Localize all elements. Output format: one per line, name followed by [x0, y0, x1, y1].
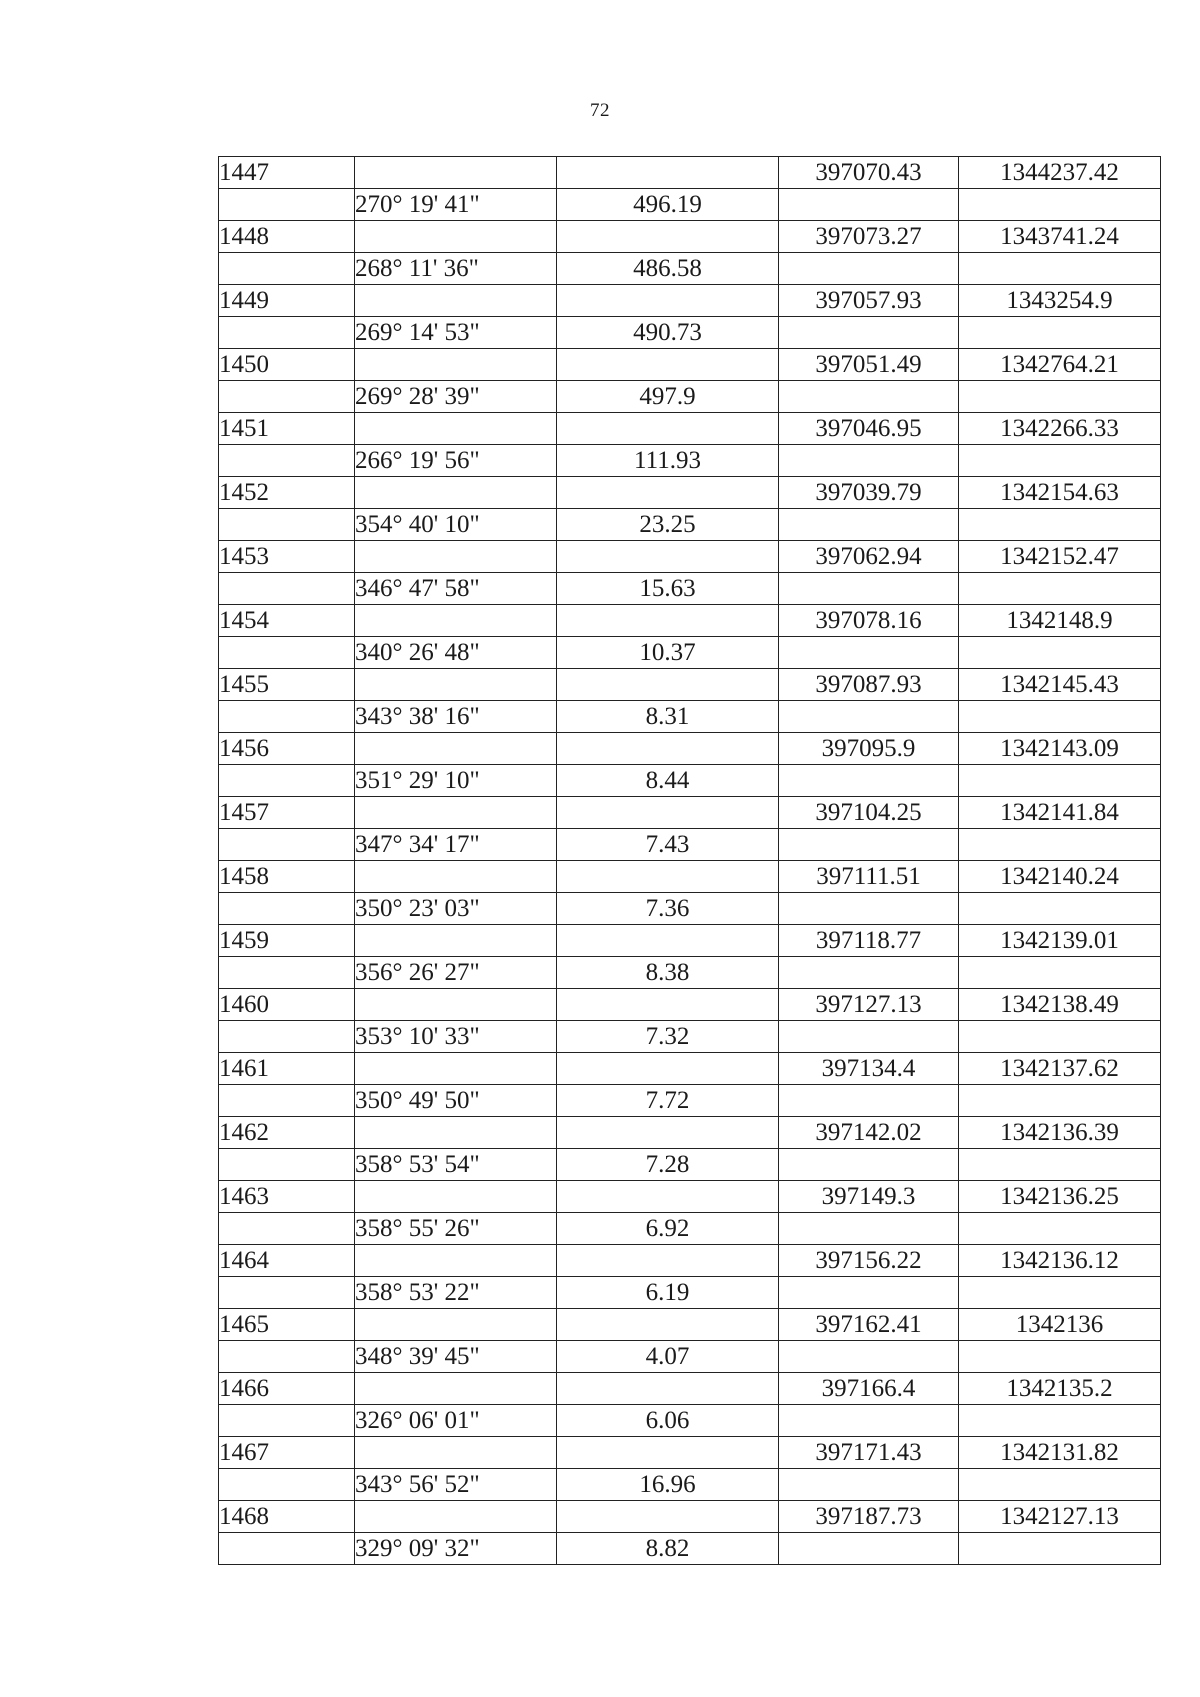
point-id-cell: 1467 — [219, 1437, 355, 1469]
point-id-cell — [219, 893, 355, 925]
northing-cell — [959, 957, 1161, 989]
northing-cell: 1342136 — [959, 1309, 1161, 1341]
point-id-cell — [219, 189, 355, 221]
point-id-cell — [219, 957, 355, 989]
bearing-cell: 353° 10' 33" — [355, 1021, 557, 1053]
easting-cell: 397162.41 — [779, 1309, 959, 1341]
bearing-cell: 358° 55' 26" — [355, 1213, 557, 1245]
easting-cell — [779, 893, 959, 925]
distance-cell — [557, 285, 779, 317]
northing-cell — [959, 1277, 1161, 1309]
point-id-cell — [219, 573, 355, 605]
point-id-cell: 1450 — [219, 349, 355, 381]
bearing-cell: 269° 28' 39" — [355, 381, 557, 413]
point-id-cell — [219, 701, 355, 733]
easting-cell: 397149.3 — [779, 1181, 959, 1213]
table-row-point — [219, 157, 1161, 189]
easting-cell: 397118.77 — [779, 925, 959, 957]
northing-cell — [959, 509, 1161, 541]
northing-cell — [959, 1341, 1161, 1373]
easting-cell — [779, 1277, 959, 1309]
bearing-cell — [355, 541, 557, 573]
bearing-cell: 358° 53' 22" — [355, 1277, 557, 1309]
northing-cell — [959, 317, 1161, 349]
distance-cell: 8.82 — [557, 1533, 779, 1565]
bearing-cell — [355, 1053, 557, 1085]
easting-cell — [779, 1469, 959, 1501]
point-id-cell: 1461 — [219, 1053, 355, 1085]
table-row-point — [219, 1117, 1161, 1149]
distance-cell: 496.19 — [557, 189, 779, 221]
northing-cell: 1342127.13 — [959, 1501, 1161, 1533]
distance-cell: 7.32 — [557, 1021, 779, 1053]
northing-cell — [959, 1405, 1161, 1437]
bearing-cell — [355, 925, 557, 957]
easting-cell: 397111.51 — [779, 861, 959, 893]
easting-cell — [779, 1405, 959, 1437]
bearing-cell: 268° 11' 36" — [355, 253, 557, 285]
table-row-point — [219, 605, 1161, 637]
easting-cell: 397051.49 — [779, 349, 959, 381]
distance-cell — [557, 1117, 779, 1149]
bearing-cell: 350° 49' 50" — [355, 1085, 557, 1117]
distance-cell — [557, 669, 779, 701]
easting-cell: 397046.95 — [779, 413, 959, 445]
easting-cell — [779, 317, 959, 349]
northing-cell — [959, 381, 1161, 413]
northing-cell — [959, 893, 1161, 925]
northing-cell — [959, 1021, 1161, 1053]
point-id-cell: 1447 — [219, 157, 355, 189]
table-row-point — [219, 477, 1161, 509]
northing-cell — [959, 1149, 1161, 1181]
bearing-cell — [355, 1437, 557, 1469]
northing-cell — [959, 189, 1161, 221]
distance-cell — [557, 1245, 779, 1277]
bearing-cell — [355, 413, 557, 445]
distance-cell — [557, 1053, 779, 1085]
bearing-cell — [355, 1309, 557, 1341]
point-id-cell: 1457 — [219, 797, 355, 829]
table-row-leg — [219, 1405, 1161, 1437]
northing-cell — [959, 829, 1161, 861]
distance-cell: 15.63 — [557, 573, 779, 605]
distance-cell: 8.38 — [557, 957, 779, 989]
point-id-cell — [219, 1277, 355, 1309]
northing-cell: 1342152.47 — [959, 541, 1161, 573]
northing-cell: 1342135.2 — [959, 1373, 1161, 1405]
bearing-cell: 269° 14' 53" — [355, 317, 557, 349]
bearing-cell: 358° 53' 54" — [355, 1149, 557, 1181]
table-row-point — [219, 221, 1161, 253]
bearing-cell — [355, 477, 557, 509]
easting-cell — [779, 1533, 959, 1565]
point-id-cell — [219, 1469, 355, 1501]
distance-cell: 497.9 — [557, 381, 779, 413]
distance-cell — [557, 925, 779, 957]
easting-cell: 397171.43 — [779, 1437, 959, 1469]
easting-cell — [779, 1213, 959, 1245]
northing-cell — [959, 701, 1161, 733]
point-id-cell: 1453 — [219, 541, 355, 573]
distance-cell: 7.28 — [557, 1149, 779, 1181]
northing-cell: 1342136.39 — [959, 1117, 1161, 1149]
easting-cell: 397142.02 — [779, 1117, 959, 1149]
northing-cell — [959, 637, 1161, 669]
easting-cell: 397156.22 — [779, 1245, 959, 1277]
bearing-cell — [355, 1373, 557, 1405]
distance-cell — [557, 413, 779, 445]
northing-cell: 1342148.9 — [959, 605, 1161, 637]
table-row-point — [219, 1373, 1161, 1405]
distance-cell — [557, 1501, 779, 1533]
distance-cell — [557, 349, 779, 381]
distance-cell: 7.43 — [557, 829, 779, 861]
bearing-cell — [355, 1181, 557, 1213]
table-row-point — [219, 1181, 1161, 1213]
northing-cell: 1343254.9 — [959, 285, 1161, 317]
bearing-cell: 266° 19' 56" — [355, 445, 557, 477]
point-id-cell — [219, 1405, 355, 1437]
table-row-point — [219, 669, 1161, 701]
distance-cell: 490.73 — [557, 317, 779, 349]
point-id-cell: 1465 — [219, 1309, 355, 1341]
easting-cell — [779, 189, 959, 221]
point-id-cell — [219, 1085, 355, 1117]
point-id-cell: 1460 — [219, 989, 355, 1021]
table-row-leg — [219, 701, 1161, 733]
table-row-leg — [219, 1213, 1161, 1245]
northing-cell: 1342154.63 — [959, 477, 1161, 509]
northing-cell: 1342145.43 — [959, 669, 1161, 701]
distance-cell — [557, 221, 779, 253]
distance-cell: 7.72 — [557, 1085, 779, 1117]
table-row-point — [219, 285, 1161, 317]
distance-cell — [557, 733, 779, 765]
easting-cell: 397070.43 — [779, 157, 959, 189]
table-row-point — [219, 733, 1161, 765]
easting-cell: 397134.4 — [779, 1053, 959, 1085]
bearing-cell — [355, 157, 557, 189]
point-id-cell: 1458 — [219, 861, 355, 893]
easting-cell: 397166.4 — [779, 1373, 959, 1405]
point-id-cell: 1454 — [219, 605, 355, 637]
bearing-cell — [355, 989, 557, 1021]
distance-cell: 7.36 — [557, 893, 779, 925]
bearing-cell: 347° 34' 17" — [355, 829, 557, 861]
table-row-point — [219, 861, 1161, 893]
bearing-cell — [355, 349, 557, 381]
distance-cell — [557, 1437, 779, 1469]
point-id-cell — [219, 445, 355, 477]
northing-cell: 1342143.09 — [959, 733, 1161, 765]
table-row-leg — [219, 1085, 1161, 1117]
easting-cell — [779, 765, 959, 797]
northing-cell: 1342139.01 — [959, 925, 1161, 957]
bearing-cell: 356° 26' 27" — [355, 957, 557, 989]
easting-cell — [779, 509, 959, 541]
distance-cell — [557, 605, 779, 637]
point-id-cell: 1455 — [219, 669, 355, 701]
point-id-cell — [219, 637, 355, 669]
distance-cell: 6.19 — [557, 1277, 779, 1309]
distance-cell: 111.93 — [557, 445, 779, 477]
easting-cell — [779, 381, 959, 413]
point-id-cell — [219, 765, 355, 797]
bearing-cell: 340° 26' 48" — [355, 637, 557, 669]
table-row-leg — [219, 253, 1161, 285]
northing-cell — [959, 1213, 1161, 1245]
bearing-cell: 343° 38' 16" — [355, 701, 557, 733]
northing-cell — [959, 1085, 1161, 1117]
table-row-leg — [219, 509, 1161, 541]
bearing-cell — [355, 797, 557, 829]
point-id-cell: 1468 — [219, 1501, 355, 1533]
easting-cell — [779, 1149, 959, 1181]
point-id-cell — [219, 1341, 355, 1373]
table-row-leg — [219, 957, 1161, 989]
easting-cell: 397095.9 — [779, 733, 959, 765]
bearing-cell — [355, 861, 557, 893]
bearing-cell: 346° 47' 58" — [355, 573, 557, 605]
bearing-cell: 326° 06' 01" — [355, 1405, 557, 1437]
point-id-cell — [219, 381, 355, 413]
table-row-leg — [219, 893, 1161, 925]
easting-cell — [779, 253, 959, 285]
easting-cell: 397187.73 — [779, 1501, 959, 1533]
easting-cell: 397073.27 — [779, 221, 959, 253]
distance-cell — [557, 1373, 779, 1405]
easting-cell — [779, 1341, 959, 1373]
northing-cell: 1342131.82 — [959, 1437, 1161, 1469]
table-row-point — [219, 1309, 1161, 1341]
distance-cell — [557, 797, 779, 829]
bearing-cell — [355, 605, 557, 637]
table-row-point — [219, 349, 1161, 381]
northing-cell: 1342141.84 — [959, 797, 1161, 829]
easting-cell — [779, 957, 959, 989]
northing-cell — [959, 445, 1161, 477]
table-row-point — [219, 1501, 1161, 1533]
table-row-point — [219, 989, 1161, 1021]
survey-table-body — [219, 157, 1161, 1565]
distance-cell — [557, 1181, 779, 1213]
northing-cell: 1342136.12 — [959, 1245, 1161, 1277]
survey-coordinates-table — [218, 156, 1161, 1565]
table-row-leg — [219, 829, 1161, 861]
northing-cell: 1342764.21 — [959, 349, 1161, 381]
bearing-cell: 348° 39' 45" — [355, 1341, 557, 1373]
distance-cell: 16.96 — [557, 1469, 779, 1501]
point-id-cell — [219, 1533, 355, 1565]
easting-cell: 397039.79 — [779, 477, 959, 509]
table-row-leg — [219, 189, 1161, 221]
table-row-point — [219, 1053, 1161, 1085]
table-row-leg — [219, 1277, 1161, 1309]
point-id-cell: 1452 — [219, 477, 355, 509]
distance-cell — [557, 861, 779, 893]
distance-cell: 486.58 — [557, 253, 779, 285]
table-row-leg — [219, 317, 1161, 349]
point-id-cell: 1449 — [219, 285, 355, 317]
point-id-cell — [219, 829, 355, 861]
point-id-cell: 1462 — [219, 1117, 355, 1149]
northing-cell — [959, 765, 1161, 797]
point-id-cell: 1463 — [219, 1181, 355, 1213]
northing-cell — [959, 573, 1161, 605]
distance-cell — [557, 157, 779, 189]
easting-cell: 397104.25 — [779, 797, 959, 829]
bearing-cell — [355, 669, 557, 701]
bearing-cell — [355, 285, 557, 317]
bearing-cell — [355, 1117, 557, 1149]
page-number: 72 — [590, 100, 610, 121]
distance-cell: 8.44 — [557, 765, 779, 797]
table-row-leg — [219, 765, 1161, 797]
distance-cell: 8.31 — [557, 701, 779, 733]
point-id-cell: 1466 — [219, 1373, 355, 1405]
table-row-leg — [219, 1021, 1161, 1053]
bearing-cell: 354° 40' 10" — [355, 509, 557, 541]
distance-cell — [557, 989, 779, 1021]
bearing-cell: 350° 23' 03" — [355, 893, 557, 925]
easting-cell: 397057.93 — [779, 285, 959, 317]
point-id-cell: 1464 — [219, 1245, 355, 1277]
bearing-cell: 351° 29' 10" — [355, 765, 557, 797]
point-id-cell — [219, 1149, 355, 1181]
distance-cell: 6.06 — [557, 1405, 779, 1437]
point-id-cell: 1451 — [219, 413, 355, 445]
point-id-cell — [219, 509, 355, 541]
bearing-cell: 343° 56' 52" — [355, 1469, 557, 1501]
bearing-cell: 329° 09' 32" — [355, 1533, 557, 1565]
easting-cell — [779, 1085, 959, 1117]
bearing-cell — [355, 1245, 557, 1277]
easting-cell — [779, 445, 959, 477]
table-row-point — [219, 797, 1161, 829]
northing-cell: 1342136.25 — [959, 1181, 1161, 1213]
point-id-cell: 1456 — [219, 733, 355, 765]
distance-cell — [557, 1309, 779, 1341]
point-id-cell — [219, 1213, 355, 1245]
northing-cell: 1342137.62 — [959, 1053, 1161, 1085]
table-row-leg — [219, 1149, 1161, 1181]
point-id-cell — [219, 1021, 355, 1053]
table-row-leg — [219, 1533, 1161, 1565]
bearing-cell — [355, 221, 557, 253]
point-id-cell: 1459 — [219, 925, 355, 957]
easting-cell — [779, 573, 959, 605]
table-row-point — [219, 541, 1161, 573]
bearing-cell: 270° 19' 41" — [355, 189, 557, 221]
northing-cell: 1342138.49 — [959, 989, 1161, 1021]
easting-cell: 397127.13 — [779, 989, 959, 1021]
table-row-leg — [219, 637, 1161, 669]
northing-cell — [959, 253, 1161, 285]
easting-cell: 397062.94 — [779, 541, 959, 573]
easting-cell — [779, 829, 959, 861]
table-row-point — [219, 1245, 1161, 1277]
table-row-leg — [219, 445, 1161, 477]
point-id-cell: 1448 — [219, 221, 355, 253]
northing-cell: 1343741.24 — [959, 221, 1161, 253]
table-row-point — [219, 413, 1161, 445]
distance-cell — [557, 477, 779, 509]
easting-cell: 397078.16 — [779, 605, 959, 637]
northing-cell — [959, 1533, 1161, 1565]
distance-cell: 6.92 — [557, 1213, 779, 1245]
bearing-cell — [355, 733, 557, 765]
table-row-leg — [219, 573, 1161, 605]
distance-cell: 4.07 — [557, 1341, 779, 1373]
easting-cell — [779, 1021, 959, 1053]
northing-cell: 1342140.24 — [959, 861, 1161, 893]
table-row-leg — [219, 1469, 1161, 1501]
distance-cell: 10.37 — [557, 637, 779, 669]
table-row-leg — [219, 381, 1161, 413]
table-row-point — [219, 1437, 1161, 1469]
bearing-cell — [355, 1501, 557, 1533]
point-id-cell — [219, 253, 355, 285]
table-row-point — [219, 925, 1161, 957]
northing-cell — [959, 1469, 1161, 1501]
easting-cell — [779, 637, 959, 669]
northing-cell: 1344237.42 — [959, 157, 1161, 189]
distance-cell — [557, 541, 779, 573]
distance-cell: 23.25 — [557, 509, 779, 541]
northing-cell: 1342266.33 — [959, 413, 1161, 445]
easting-cell: 397087.93 — [779, 669, 959, 701]
point-id-cell — [219, 317, 355, 349]
table-row-leg — [219, 1341, 1161, 1373]
easting-cell — [779, 701, 959, 733]
